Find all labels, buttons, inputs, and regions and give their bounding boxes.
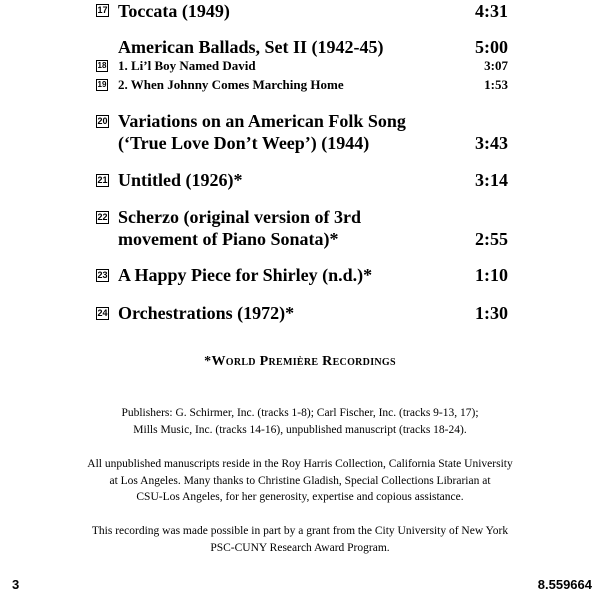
track-title-20-line2: (‘True Love Don’t Weep’) (1944): [118, 133, 370, 153]
track-duration-22: 2:55: [475, 229, 508, 249]
publishers-paragraph: [40, 405, 560, 438]
track-title-22-line2: movement of Piano Sonata)*: [118, 229, 339, 249]
grant-paragraph: [40, 523, 560, 556]
track-number-24: 24: [97, 308, 108, 318]
grant-line-1: This recording was made possible in part by a grant from the City University of New York: [91, 525, 509, 537]
work-title-american-ballads: American Ballads, Set II (1942-45): [118, 37, 384, 57]
track-number-21: 21: [97, 175, 108, 185]
track-number-22: 22: [97, 212, 108, 222]
world-premiere-note: *World Première Recordings: [204, 354, 396, 369]
catalog-number: 8.559664: [537, 577, 592, 592]
track-title-23: A Happy Piece for Shirley (n.d.)*: [118, 265, 373, 285]
track-duration-19: 1:53: [484, 77, 508, 92]
track-duration-23: 1:10: [475, 265, 508, 285]
track-title-19: 2. When Johnny Comes Marching Home: [118, 77, 344, 92]
manuscripts-line-3: CSU-Los Angeles, for her generosity, expertise and copious assistance.: [136, 491, 464, 503]
track-duration-18: 3:07: [484, 58, 508, 73]
track-title-20-line1: Variations on an American Folk Song: [118, 111, 406, 131]
track-number-17: 17: [97, 5, 108, 15]
publishers-line-1: Publishers: G. Schirmer, Inc. (tracks 1-8); Carl Fischer, Inc. (tracks 9-13, 17);: [121, 407, 479, 419]
track-duration-20: 3:43: [475, 133, 508, 153]
track-title-18: 1. Li’l Boy Named David: [118, 58, 256, 73]
manuscripts-paragraph: [40, 456, 560, 506]
track-title-22-line1: Scherzo (original version of 3rd: [118, 207, 361, 227]
track-title-21: Untitled (1926)*: [118, 170, 243, 190]
track-number-19: 19: [97, 80, 107, 89]
track-title-17: Toccata (1949): [118, 1, 230, 21]
track-number-18: 18: [97, 61, 107, 70]
track-number-20: 20: [97, 116, 108, 126]
publishers-line-2: Mills Music, Inc. (tracks 14-16), unpublished manuscript (tracks 18-24).: [133, 423, 467, 436]
track-duration-17: 4:31: [475, 1, 508, 21]
track-title-24: Orchestrations (1972)*: [118, 303, 295, 323]
work-duration-american-ballads: 5:00: [475, 37, 508, 57]
manuscripts-line-2: at Los Angeles. Many thanks to Christine Gladish, Special Collections Librarian at: [109, 474, 491, 487]
track-duration-21: 3:14: [475, 170, 508, 190]
track-duration-24: 1:30: [475, 303, 508, 323]
track-number-23: 23: [97, 270, 108, 280]
manuscripts-line-1: All unpublished manuscripts reside in the Roy Harris Collection, California State University: [87, 458, 513, 470]
grant-line-2: PSC-CUNY Research Award Program.: [210, 541, 390, 554]
page-number: 3: [12, 577, 20, 592]
